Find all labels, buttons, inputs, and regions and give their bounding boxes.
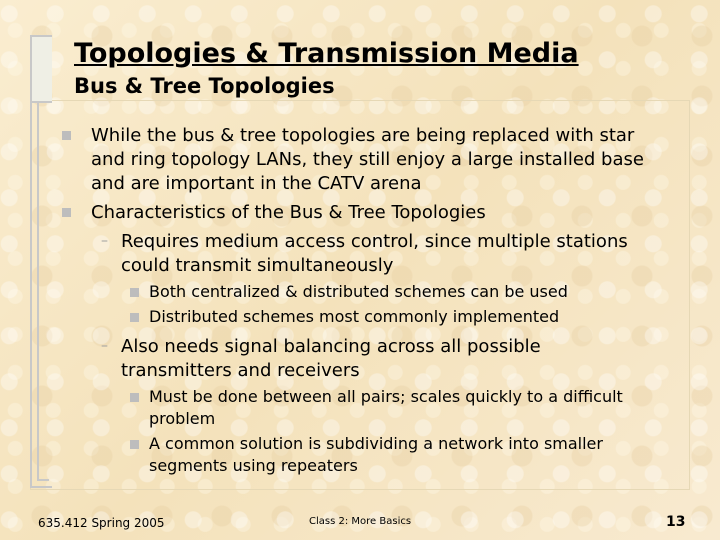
slide-title: Topologies & Transmission Media — [74, 38, 579, 69]
sub-sub-bullet-text: Distributed schemes most commonly implemented — [149, 307, 560, 326]
square-bullet-icon — [130, 313, 139, 322]
dash-bullet-icon: – — [101, 233, 108, 249]
bullet-text: Characteristics of the Bus & Tree Topologies — [91, 202, 486, 223]
square-bullet-icon — [130, 440, 139, 449]
square-bullet-icon — [130, 288, 139, 297]
title-bracket — [30, 35, 52, 103]
bullet-text: While the bus & tree topologies are being replaced with star and ring topology LANs, they still enjoy a large installed base and are important in the CATV arena — [91, 125, 644, 194]
square-bullet-icon — [62, 208, 71, 217]
square-bullet-icon — [130, 393, 139, 402]
footer-course: 635.412 Spring 2005 — [38, 516, 165, 530]
page-number: 13 — [666, 514, 686, 530]
sub-bullet-text: Also needs signal balancing across all possible transmitters and receivers — [121, 336, 541, 381]
sub-sub-bullet-text: Must be done between all pairs; scales quickly to a difficult problem — [149, 387, 623, 428]
footer-class: Class 2: More Basics — [309, 516, 412, 527]
slide-subtitle: Bus & Tree Topologies — [74, 74, 335, 98]
dash-bullet-icon: – — [101, 338, 108, 354]
body-bracket — [30, 103, 52, 488]
sub-sub-bullet-text: Both centralized & distributed schemes can be used — [149, 282, 568, 301]
sub-sub-bullet-text: A common solution is subdividing a network into smaller segments using repeaters — [149, 434, 603, 475]
sub-bullet-text: Requires medium access control, since multiple stations could transmit simultaneously — [121, 231, 628, 276]
square-bullet-icon — [62, 131, 71, 140]
